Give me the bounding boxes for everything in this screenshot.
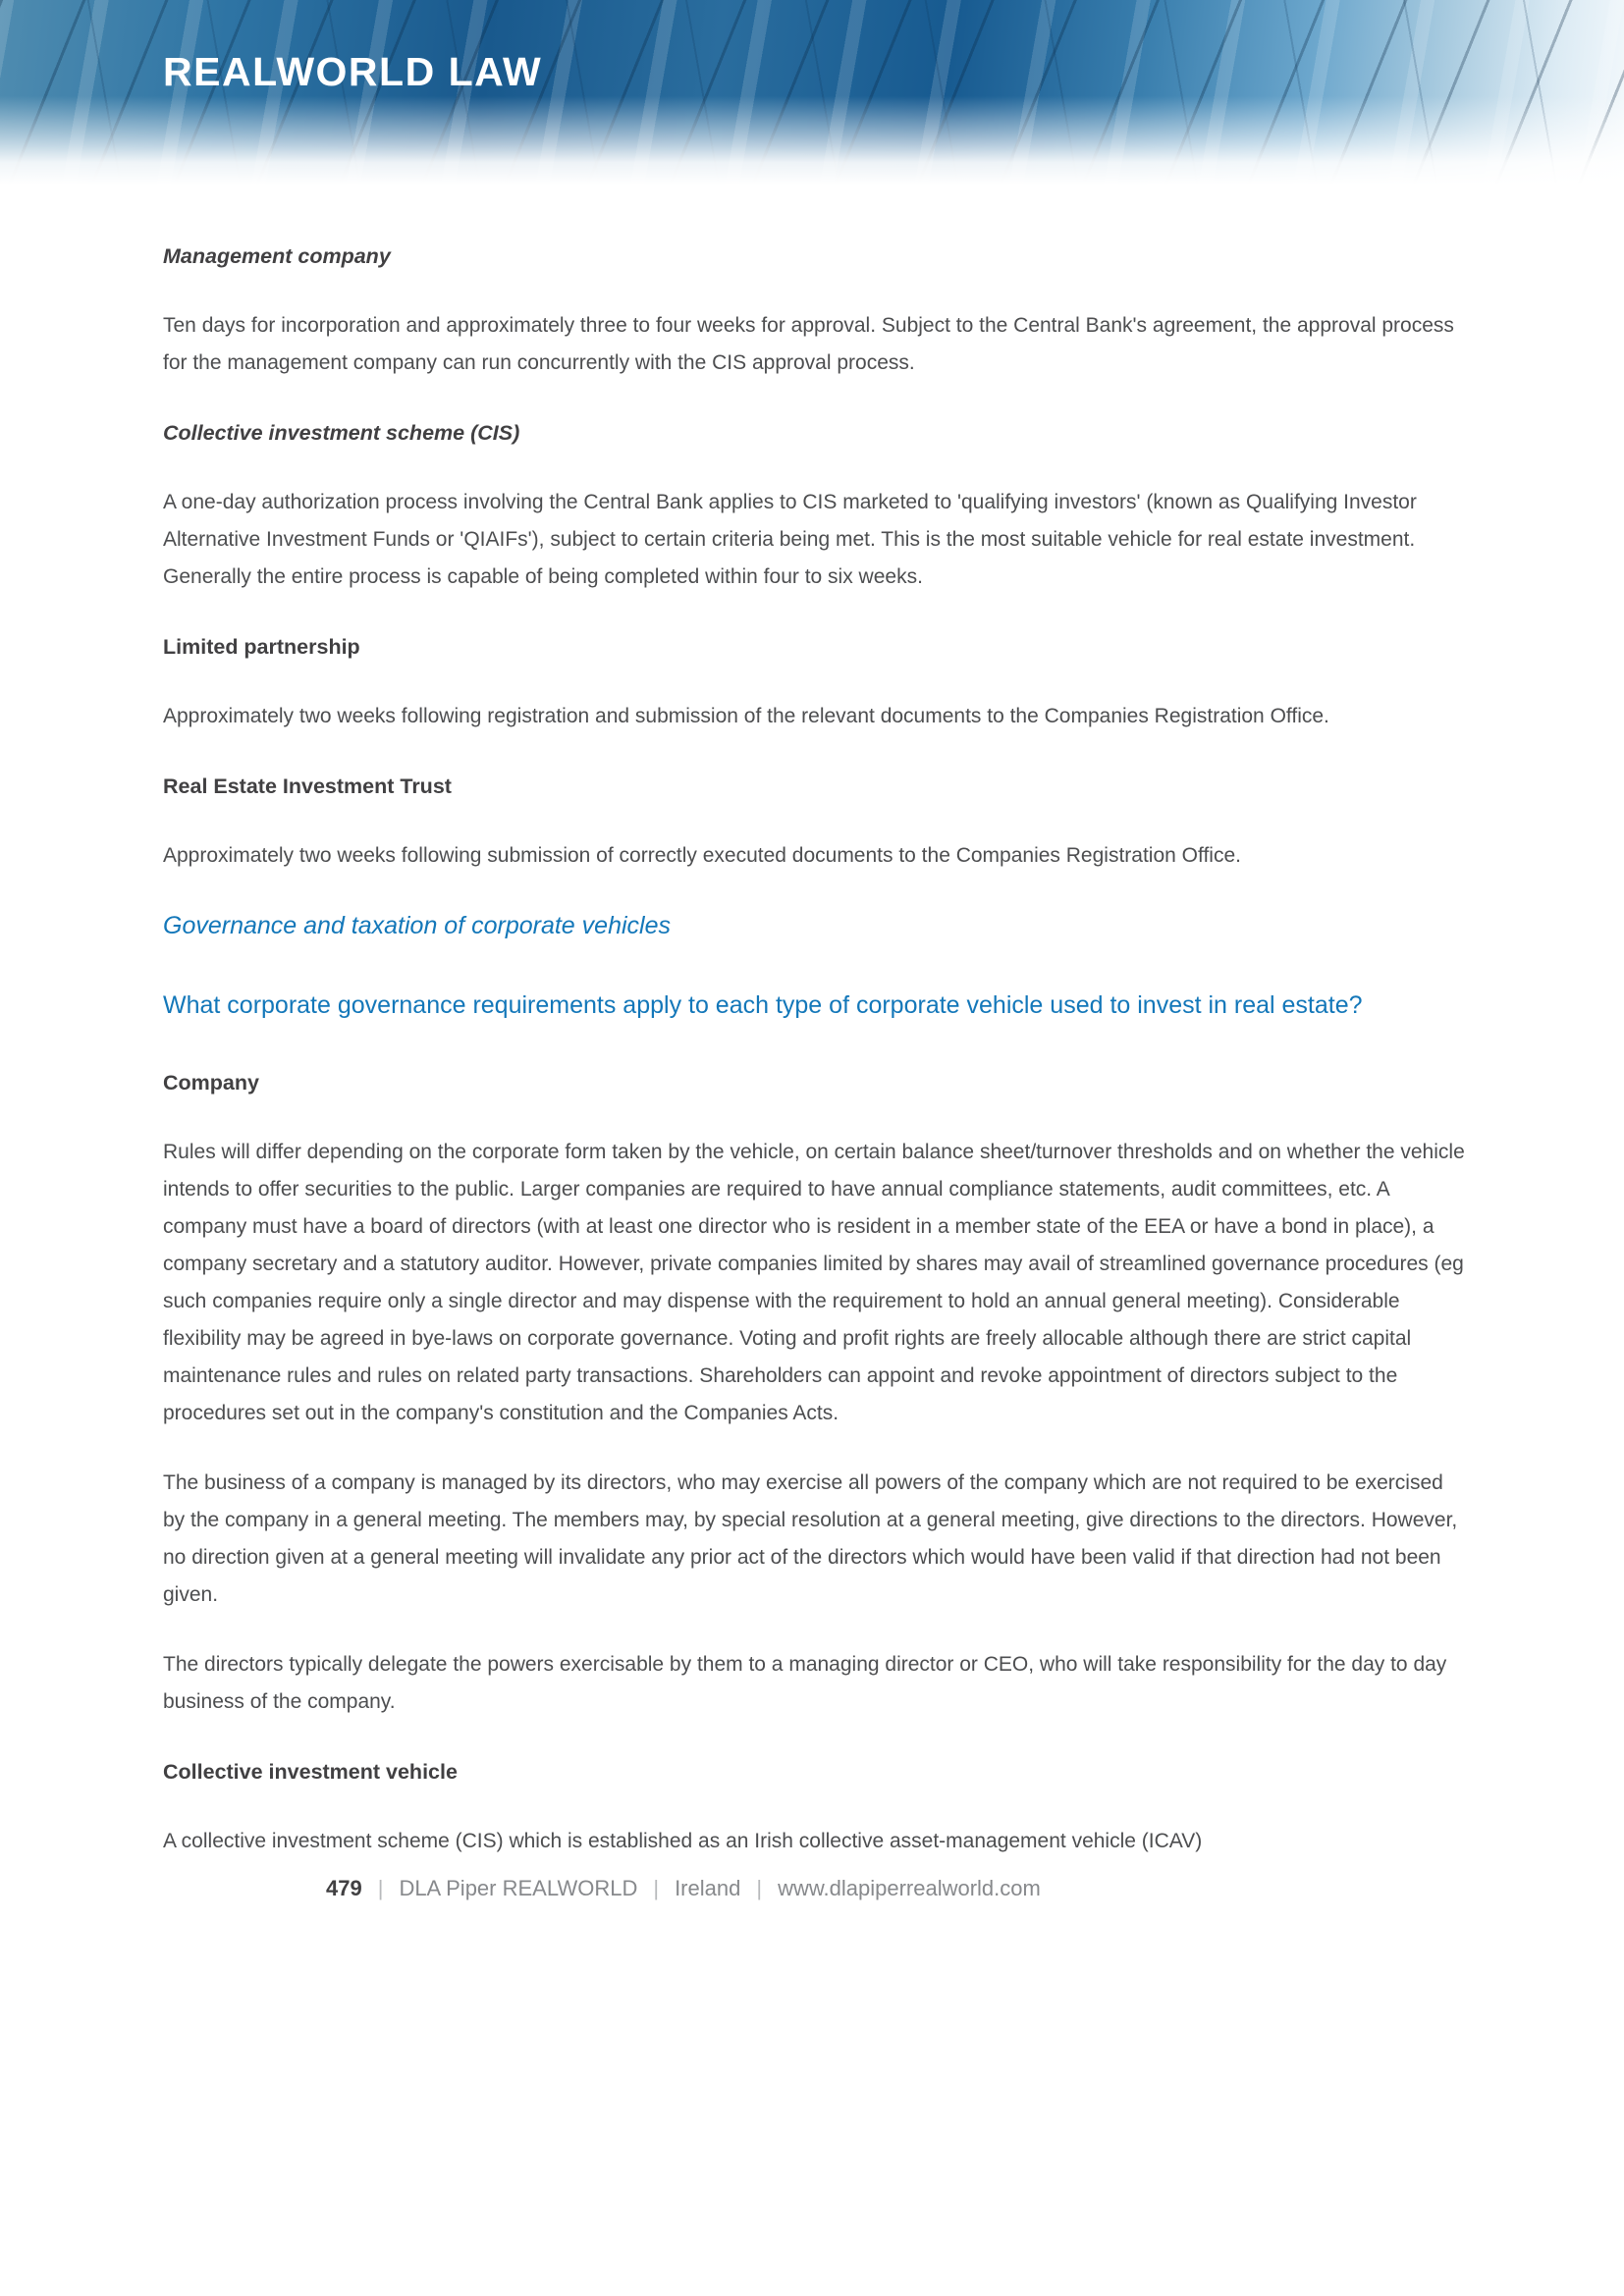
paragraph-collective-investment-scheme: A one-day authorization process involving the Central Bank applies to CIS marketed to 'qualifying investors' (known as Qualifying Investor Alternative Investment Funds or 'QIAIFs'), subject to certain criteria being met. This is the most suitable vehicle for real estate investment. Generally the entire process is capable of being completed within four to six weeks.	[163, 491, 1417, 588]
heading-company: Company	[163, 1071, 259, 1095]
section-heading-governance-taxation: Governance and taxation of corporate vehicles	[163, 912, 671, 939]
footer-brand: DLA Piper REALWORLD	[399, 1876, 638, 1900]
footer-country: Ireland	[675, 1876, 741, 1900]
heading-management-company: Management company	[163, 244, 391, 268]
paragraph-limited-partnership: Approximately two weeks following registration and submission of the relevant documents to the Companies Registration Office.	[163, 705, 1329, 727]
heading-limited-partnership: Limited partnership	[163, 635, 360, 659]
question-heading-corporate-governance: What corporate governance requirements apply to each type of corporate vehicle used to invest in real estate?	[163, 991, 1363, 1019]
brand-title: REALWORLD LAW	[163, 49, 543, 94]
page-content	[0, 185, 1624, 1905]
footer-separator: |	[653, 1876, 660, 1900]
paragraph-company-rules: Rules will differ depending on the corporate form taken by the vehicle, on certain balance sheet/turnover thresholds and on whether the vehicle intends to offer securities to the public. Larger companies are required to have annual compliance statements, audit committees, etc. A company must have a board of directors (with at least one director who is resident in a member state of the EEA or have a bond in place), a company secretary and a statutory auditor. However, private companies limited by shares may avail of streamlined governance procedures (eg such companies require only a single director and may dispense with the requirement to hold an annual general meeting). Considerable flexibility may be agreed in bye-laws on corporate governance. Voting and profit rights are freely allocable although there are strict capital maintenance rules and rules on related party transactions. Shareholders can appoint and revoke appointment of directors subject to the procedures set out in the company's constitution and the Companies Acts.	[163, 1141, 1465, 1424]
header-banner	[0, 0, 1624, 185]
footer-website: www.dlapiperrealworld.com	[778, 1876, 1041, 1900]
paragraph-company-directors: The directors typically delegate the powers exercisable by them to a managing director or CEO, who will take responsibility for the day to day business of the company.	[163, 1653, 1447, 1713]
paragraph-real-estate-investment-trust: Approximately two weeks following submission of correctly executed documents to the Companies Registration Office.	[163, 844, 1241, 867]
heading-collective-investment-vehicle: Collective investment vehicle	[163, 1760, 458, 1784]
paragraph-collective-investment-vehicle: A collective investment scheme (CIS) which is established as an Irish collective asset-management vehicle (ICAV)	[163, 1830, 1203, 1852]
heading-real-estate-investment-trust: Real Estate Investment Trust	[163, 774, 452, 798]
page-number: 479	[326, 1876, 362, 1900]
paragraph-company-business: The business of a company is managed by its directors, who may exercise all powers of the company which are not required to be exercised by the company in a general meeting. The members may, by special resolution at a general meeting, give directions to the directors. However, no direction given at a general meeting will invalidate any prior act of the directors which would have been valid if that direction had not been given.	[163, 1471, 1458, 1606]
footer-separator: |	[756, 1876, 763, 1900]
paragraph-management-company: Ten days for incorporation and approximately three to four weeks for approval. Subject to the Central Bank's agreement, the approval process for the management company can run concurrently with the CIS approval process.	[163, 314, 1454, 374]
heading-collective-investment-scheme: Collective investment scheme (CIS)	[163, 421, 520, 445]
footer-separator: |	[377, 1876, 384, 1900]
footer	[163, 1860, 1467, 1905]
